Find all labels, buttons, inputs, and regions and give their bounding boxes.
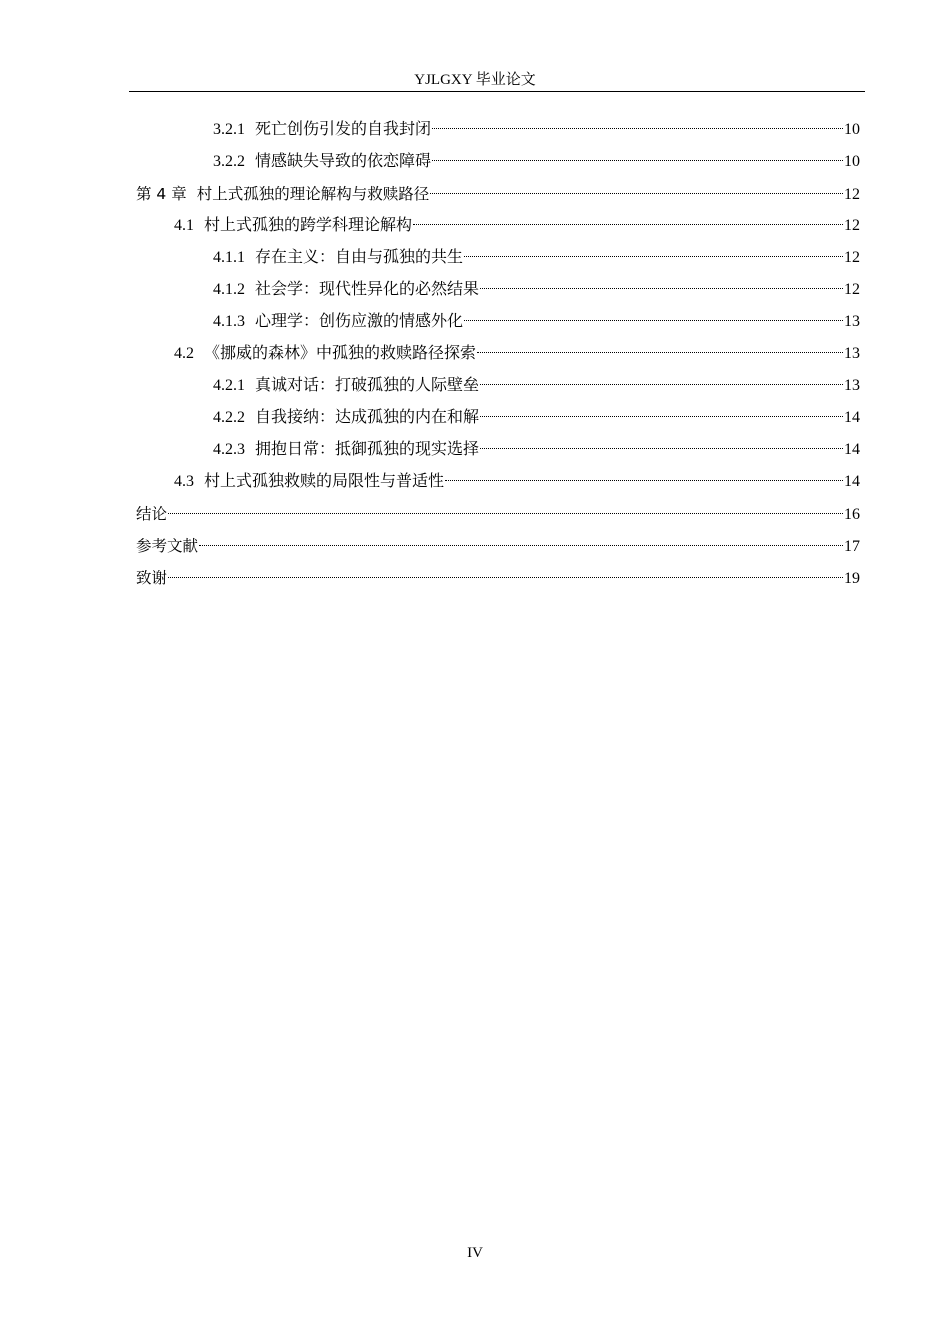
toc-entry-number: 4.1.1 [213, 249, 245, 266]
toc-entry-number: 3.2.1 [213, 121, 245, 138]
toc-entry[interactable] [136, 341, 860, 373]
toc-dot-leader [432, 160, 843, 161]
toc-dot-leader [413, 224, 843, 225]
toc-entry-page: 14 [844, 409, 860, 426]
toc-entry[interactable] [136, 437, 860, 469]
toc-dot-leader [480, 288, 843, 289]
toc-entry-title: 死亡创伤引发的自我封闭 [255, 121, 432, 138]
page-header-title: YJLGXY 毕业论文 [414, 72, 536, 88]
toc-entry-page: 17 [844, 538, 860, 555]
toc-dot-leader [480, 448, 843, 449]
toc-entry-number: 4.2.1 [213, 377, 245, 394]
toc-entry-page: 13 [844, 377, 860, 394]
toc-entry-title: 心理学：创伤应激的情感外化 [255, 313, 464, 330]
toc-entry-title: 参考文献 [136, 537, 199, 555]
toc-entry-title: 真诚对话：打破孤独的人际壁垒 [255, 377, 480, 394]
toc-entry-page: 14 [844, 473, 860, 490]
page-number: IV [467, 1245, 483, 1261]
toc-entry[interactable] [136, 469, 860, 501]
toc-entry-page: 19 [844, 570, 860, 587]
toc-dot-leader [168, 577, 843, 578]
toc-entry-title: 拥抱日常：抵御孤独的现实选择 [255, 441, 480, 458]
toc-entry-number: 4.1.3 [213, 313, 245, 330]
toc-dot-leader [464, 320, 843, 321]
toc-entry[interactable] [136, 373, 860, 405]
toc-entry-title: 自我接纳：达成孤独的内在和解 [255, 409, 480, 426]
toc-entry-page: 10 [844, 121, 860, 138]
toc-entry[interactable] [136, 309, 860, 341]
toc-entry[interactable] [136, 117, 860, 149]
toc-entry-title: 《挪威的森林》中孤独的救赎路径探索 [204, 345, 477, 362]
toc-entry[interactable] [136, 533, 860, 565]
header-divider [129, 91, 865, 92]
toc-dot-leader [477, 352, 843, 353]
toc-entry-title: 村上式孤独的跨学科理论解构 [204, 217, 413, 234]
toc-entry-number: 4.2 [174, 345, 194, 362]
toc-entry-title: 村上式孤独的理论解构与救赎路径 [196, 185, 430, 203]
toc-entry-number: 4.2.3 [213, 441, 245, 458]
toc-entry[interactable] [136, 405, 860, 437]
toc-entry-title: 存在主义：自由与孤独的共生 [255, 249, 464, 266]
toc-entry-page: 13 [844, 313, 860, 330]
toc-entry-page: 12 [844, 217, 860, 234]
toc-dot-leader [168, 513, 843, 514]
toc-entry-number: 4.3 [174, 473, 194, 490]
toc-entry[interactable] [136, 565, 860, 597]
toc-entry-title: 社会学：现代性异化的必然结果 [255, 281, 480, 298]
toc-entry[interactable] [136, 245, 860, 277]
toc-dot-leader [432, 128, 843, 129]
toc-dot-leader [430, 193, 843, 194]
table-of-contents [136, 117, 860, 597]
toc-entry-page: 12 [844, 281, 860, 298]
toc-entry[interactable] [136, 213, 860, 245]
toc-entry-title: 情感缺失导致的依恋障碍 [255, 153, 432, 170]
toc-entry-page: 10 [844, 153, 860, 170]
toc-entry-title: 致谢 [136, 569, 168, 587]
toc-entry-title: 结论 [136, 505, 168, 523]
toc-entry-number: 第 4 章 [136, 185, 187, 203]
toc-entry[interactable] [136, 277, 860, 309]
toc-dot-leader [464, 256, 843, 257]
toc-entry[interactable] [136, 501, 860, 533]
toc-entry-number: 4.2.2 [213, 409, 245, 426]
toc-entry-page: 12 [844, 186, 860, 203]
toc-entry[interactable] [136, 181, 860, 213]
toc-entry-number: 3.2.2 [213, 153, 245, 170]
toc-entry-page: 13 [844, 345, 860, 362]
toc-entry-page: 12 [844, 249, 860, 266]
toc-dot-leader [445, 480, 843, 481]
toc-dot-leader [480, 416, 843, 417]
toc-entry[interactable] [136, 149, 860, 181]
toc-dot-leader [480, 384, 843, 385]
toc-entry-title: 村上式孤独救赎的局限性与普适性 [204, 473, 445, 490]
toc-entry-page: 14 [844, 441, 860, 458]
toc-entry-number: 4.1.2 [213, 281, 245, 298]
toc-entry-number: 4.1 [174, 217, 194, 234]
toc-entry-page: 16 [844, 506, 860, 523]
toc-dot-leader [199, 545, 843, 546]
